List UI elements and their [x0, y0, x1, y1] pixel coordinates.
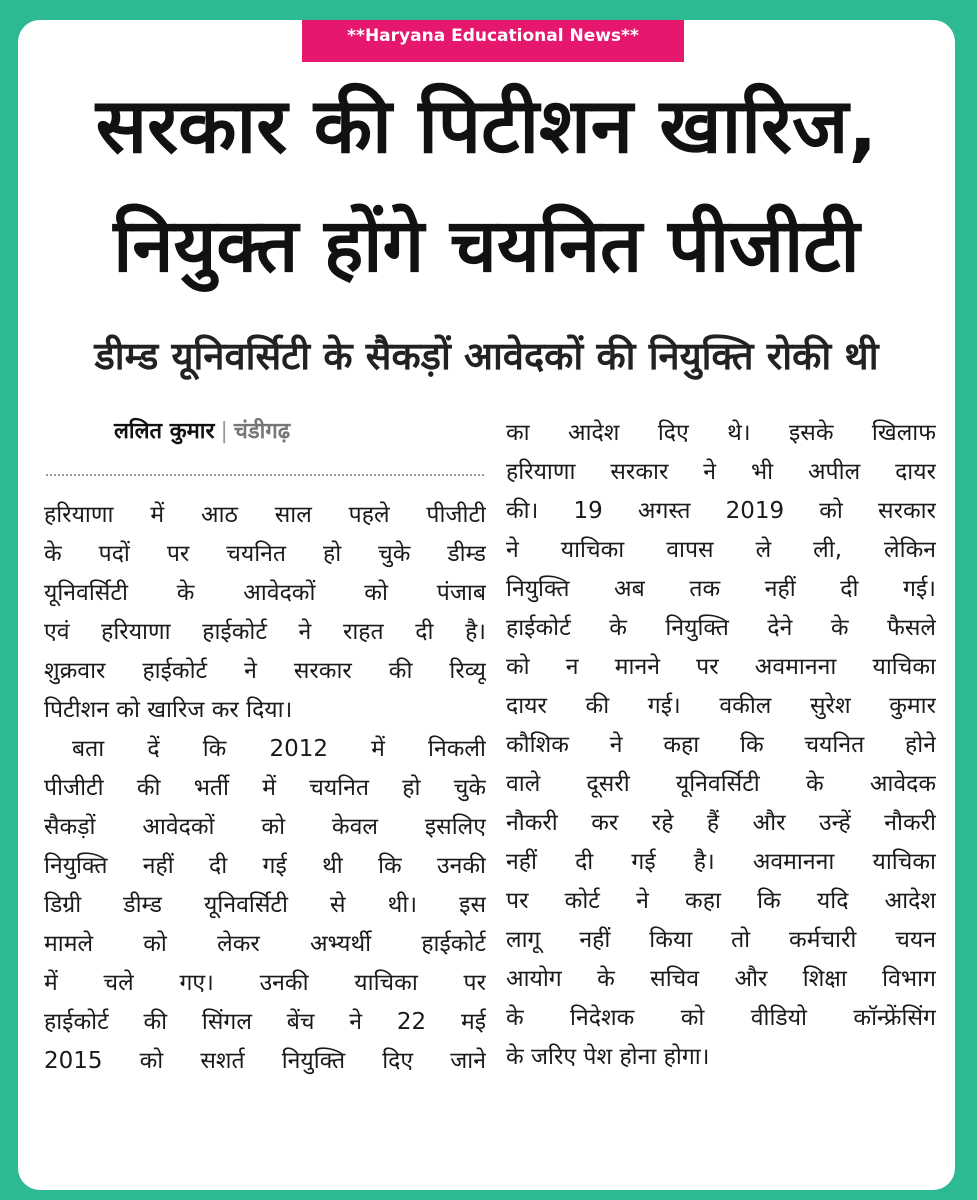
article-line: नियुक्ति नहीं दी गई थी कि उनकी: [44, 853, 486, 879]
headline-line-2: नियुक्त होंगे चयनित पीजीटी: [113, 203, 860, 289]
article-line: पर कोर्ट ने कहा कि यदि आदेश: [506, 888, 936, 914]
article-line: के पदों पर चयनित हो चुके डीम्ड: [44, 541, 486, 567]
byline: [114, 412, 414, 452]
article-line: हरियाणा में आठ साल पहले पीजीटी: [44, 502, 486, 528]
article-line: पीजीटी की भर्ती में चयनित हो चुके: [44, 775, 486, 801]
article-line: में चले गए। उनकी याचिका पर: [44, 970, 486, 996]
article-line: कौशिक ने कहा कि चयनित होने: [506, 732, 936, 758]
article-column-left: [44, 496, 486, 1081]
headline-line-1: सरकार की पिटीशन खारिज,: [95, 81, 878, 170]
byline-author: ललित कुमार: [114, 419, 215, 444]
article-line: मामले को लेकर अभ्यर्थी हाईकोर्ट: [44, 931, 486, 957]
article-line: लागू नहीं किया तो कर्मचारी चयन: [506, 927, 936, 953]
article-line: सैकड़ों आवेदकों को केवल इसलिए: [44, 814, 486, 840]
source-banner: **Haryana Educational News**: [302, 20, 684, 62]
article-line: हरियाणा सरकार ने भी अपील दायर: [506, 459, 936, 485]
article-line: की। 19 अगस्त 2019 को सरकार: [506, 498, 936, 524]
article-line: के जरिए पेश होना होगा।: [506, 1044, 710, 1070]
article-line: बता दें कि 2012 में निकली: [72, 736, 486, 762]
article-line: आयोग के सचिव और शिक्षा विभाग: [506, 966, 936, 992]
article-line: नहीं दी गई है। अवमानना याचिका: [506, 849, 936, 875]
article-line: हाईकोर्ट के नियुक्ति देने के फैसले: [506, 615, 936, 641]
byline-city: चंडीगढ़: [233, 419, 291, 444]
article-line: के निदेशक को वीडियो कॉन्फ्रेंसिंग: [506, 1005, 936, 1031]
subheadline: डीम्ड यूनिवर्सिटी के सैकड़ों आवेदकों की नियुक्ति रोकी थी: [94, 334, 879, 378]
article-line: वाले दूसरी यूनिवर्सिटी के आवेदक: [506, 771, 936, 797]
article-line: डिग्री डीम्ड यूनिवर्सिटी से थी। इस: [44, 892, 486, 918]
article-line: नियुक्ति अब तक नहीं दी गई।: [506, 576, 936, 602]
article-line: ने याचिका वापस ले ली, लेकिन: [506, 537, 936, 563]
byline-divider: [46, 474, 484, 476]
newspaper-clipping: [18, 20, 955, 1190]
article-line: पिटीशन को खारिज कर दिया।: [44, 697, 293, 723]
article-line: को न मानने पर अवमानना याचिका: [506, 654, 936, 680]
article-column-right: [506, 414, 936, 1077]
article-line: शुक्रवार हाईकोर्ट ने सरकार की रिव्यू: [44, 658, 486, 684]
byline-separator: |: [220, 419, 228, 444]
article-line: दायर की गई। वकील सुरेश कुमार: [506, 693, 936, 719]
article-line: हाईकोर्ट की सिंगल बेंच ने 22 मई: [44, 1009, 486, 1035]
article-line: 2015 को सशर्त नियुक्ति दिए जाने: [44, 1048, 486, 1074]
article-line: नौकरी कर रहे हैं और उन्हें नौकरी: [506, 810, 936, 836]
article-line: यूनिवर्सिटी के आवेदकों को पंजाब: [44, 580, 486, 606]
article-line: का आदेश दिए थे। इसके खिलाफ: [506, 420, 936, 446]
article-line: एवं हरियाणा हाईकोर्ट ने राहत दी है।: [44, 619, 486, 645]
